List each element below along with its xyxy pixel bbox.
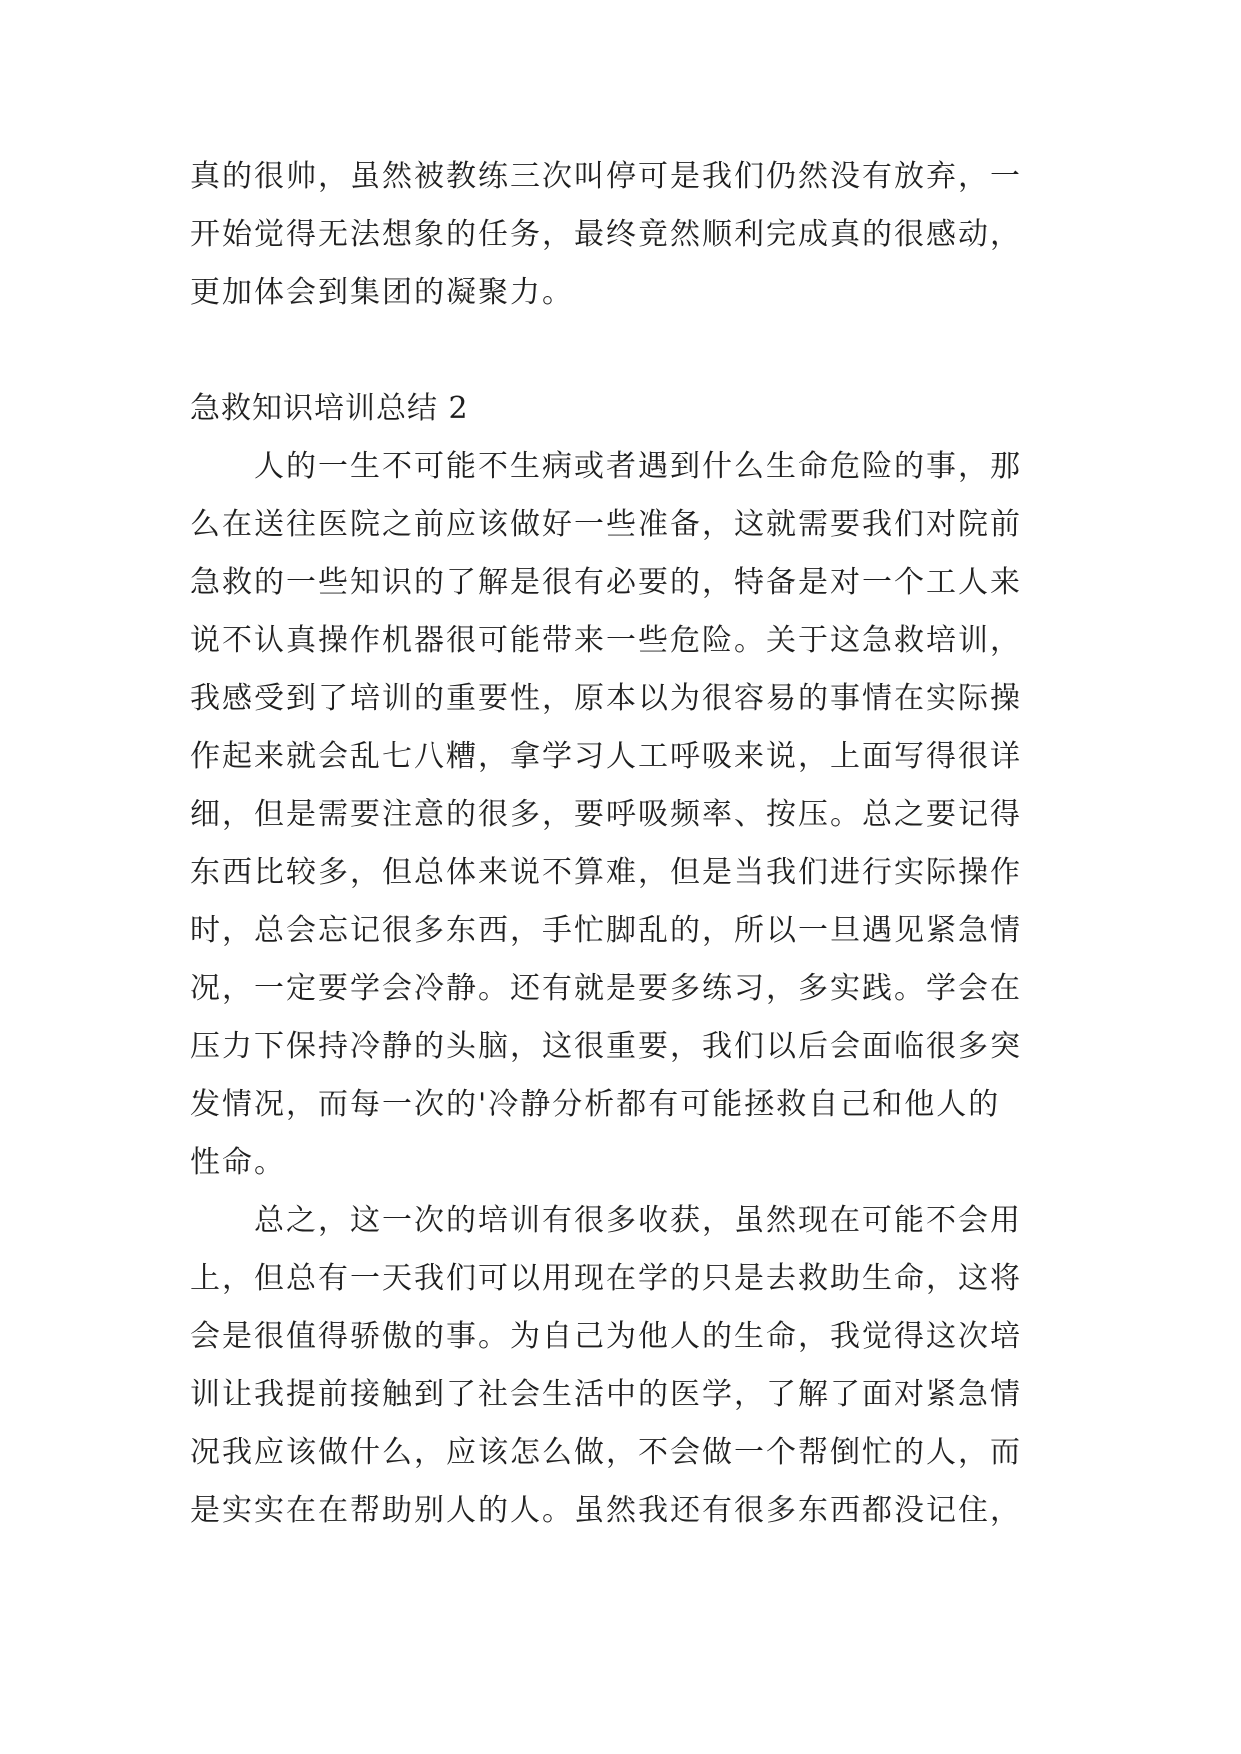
paragraph1-line-1: 人的一生不可能不生病或者遇到什么生命危险的事，那 [254, 449, 1022, 484]
paragraph1-line-13: 性命。 [190, 1145, 286, 1180]
paragraph1-line-3: 急救的一些知识的了解是很有必要的，特备是对一个工人来 [190, 565, 1022, 600]
paragraph1-line-8: 东西比较多，但总体来说不算难，但是当我们进行实际操作 [190, 855, 1022, 890]
paragraph1-line-4: 说不认真操作机器很可能带来一些危险。关于这急救培训， [190, 623, 1022, 658]
paragraph2-line-2: 上，但总有一天我们可以用现在学的只是去救助生命，这将 [190, 1261, 1022, 1296]
intro-line-3: 更加体会到集团的凝聚力。 [190, 275, 574, 310]
paragraph2-line-4: 训让我提前接触到了社会生活中的医学，了解了面对紧急情 [190, 1377, 1022, 1412]
paragraph2-line-1: 总之，这一次的培训有很多收获，虽然现在可能不会用 [254, 1203, 1022, 1238]
paragraph1-line-2: 么在送往医院之前应该做好一些准备，这就需要我们对院前 [190, 507, 1022, 542]
paragraph1-line-9: 时，总会忘记很多东西，手忙脚乱的，所以一旦遇见紧急情 [190, 913, 1022, 948]
paragraph1-line-6: 作起来就会乱七八糟，拿学习人工呼吸来说，上面写得很详 [190, 739, 1022, 774]
intro-line-1: 真的很帅，虽然被教练三次叫停可是我们仍然没有放弃，一 [190, 159, 1022, 194]
document-body [190, 148, 1060, 1540]
paragraph2-line-5: 况我应该做什么，应该怎么做，不会做一个帮倒忙的人，而 [190, 1435, 1022, 1470]
intro-line-2: 开始觉得无法想象的任务，最终竟然顺利完成真的很感动， [190, 217, 1022, 252]
paragraph2-line-3: 会是很值得骄傲的事。为自己为他人的生命，我觉得这次培 [190, 1319, 1022, 1354]
paragraph-gap [190, 322, 1060, 380]
paragraph2-line-6: 是实实在在帮助别人的人。虽然我还有很多东西都没记住， [190, 1493, 1022, 1528]
paragraph1-line-7: 细，但是需要注意的很多，要呼吸频率、按压。总之要记得 [190, 797, 1022, 832]
paragraph1-line-10: 况，一定要学会冷静。还有就是要多练习，多实践。学会在 [190, 971, 1022, 1006]
section-title: 急救知识培训总结 2 [190, 391, 469, 426]
paragraph1-line-12: 发情况，而每一次的'冷静分析都有可能拯救自己和他人的 [190, 1087, 1001, 1122]
paragraph1-line-11: 压力下保持冷静的头脑，这很重要，我们以后会面临很多突 [190, 1029, 1022, 1064]
paragraph1-line-5: 我感受到了培训的重要性，原本以为很容易的事情在实际操 [190, 681, 1022, 716]
